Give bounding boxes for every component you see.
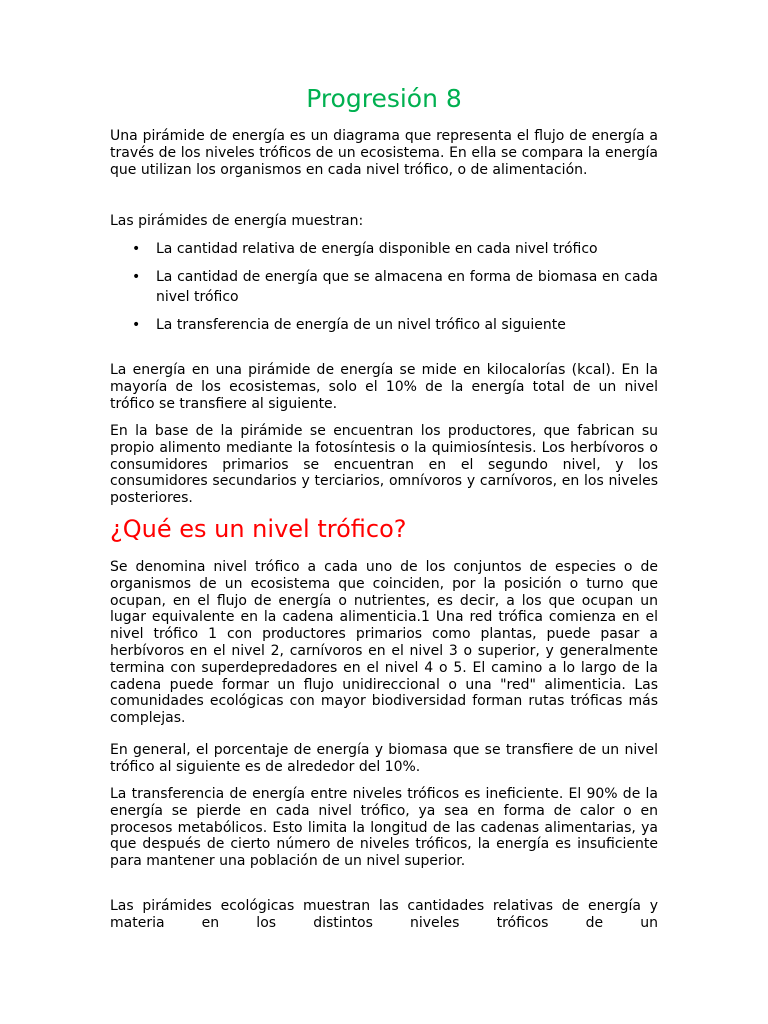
bullet-icon: •: [132, 317, 141, 333]
energy-pyramid-list: [110, 239, 658, 343]
general-paragraph: En general, el porcentaje de energía y biomasa que se transfiere de un nivel trófico al siguiente es de alrededor del 10%.: [110, 742, 658, 775]
ecological-pyramids-paragraph: Las pirámides ecológicas muestran las cantidades relativas de energía y materia en los distintos niveles tróficos de un: [110, 898, 658, 931]
document-title: Progresión 8: [306, 84, 462, 113]
list-item: [110, 239, 658, 259]
list-intro-paragraph: Las pirámides de energía muestran:: [110, 213, 364, 229]
list-item-text: La transferencia de energía de un nivel trófico al siguiente: [156, 317, 566, 333]
list-item-text: La cantidad de energía que se almacena en forma de biomasa en cada nivel trófico: [156, 269, 658, 305]
pyramid-base-paragraph: En la base de la pirámide se encuentran los productores, que fabrican su propio alimento mediante la fotosíntesis o la quimiosíntesis. Los herbívoros o consumidores primarios se encuentran en el segundo nivel, y los consumidores secundarios y terciarios, omnívoros y carnívoros, en los niveles posteriores.: [110, 423, 658, 507]
list-item-text: La cantidad relativa de energía disponible en cada nivel trófico: [156, 241, 598, 257]
list-item: [110, 315, 658, 335]
intro-paragraph: Una pirámide de energía es un diagrama que representa el flujo de energía a través de los niveles tróficos de un ecosistema. En ella se compara la energía que utilizan los organismos en cada nivel trófico, o de alimentación.: [110, 128, 658, 178]
bullet-icon: •: [132, 269, 141, 285]
definition-paragraph: Se denomina nivel trófico a cada uno de los conjuntos de especies o de organismos de un ecosistema que coinciden, por la posición o turno que ocupan, en el flujo de energía o nutrientes, es decir, a los que ocupan un lugar equivalente en la cadena alimenticia.1 Una red trófica comienza en el nivel trófico 1 con productores primarios como plantas, puede pasar a herbívoros en el nivel 2, carnívoros en el nivel 3 o superior, y generalmente termina con superdepredadores en el nivel 4 o 5. El camino a lo largo de la cadena puede formar un flujo unidireccional o una "red" alimenticia. Las comunidades ecológicas con mayor biodiversidad forman rutas tróficas más complejas.: [110, 559, 658, 727]
transfer-paragraph: La transferencia de energía entre niveles tróficos es ineficiente. El 90% de la energía se pierde en cada nivel trófico, ya sea en forma de calor o en procesos metabólicos. Esto limita la longitud de las cadenas alimentarias, ya que después de cierto número de niveles tróficos, la energía es insuficiente para mantener una población de un nivel superior.: [110, 786, 658, 870]
bullet-icon: •: [132, 241, 141, 257]
list-item: [110, 267, 658, 307]
kcal-paragraph: La energía en una pirámide de energía se mide en kilocalorías (kcal). En la mayoría de los ecosistemas, solo el 10% de la energía total de un nivel trófico se transfiere al siguiente.: [110, 362, 658, 412]
section-heading: ¿Qué es un nivel trófico?: [110, 515, 407, 543]
